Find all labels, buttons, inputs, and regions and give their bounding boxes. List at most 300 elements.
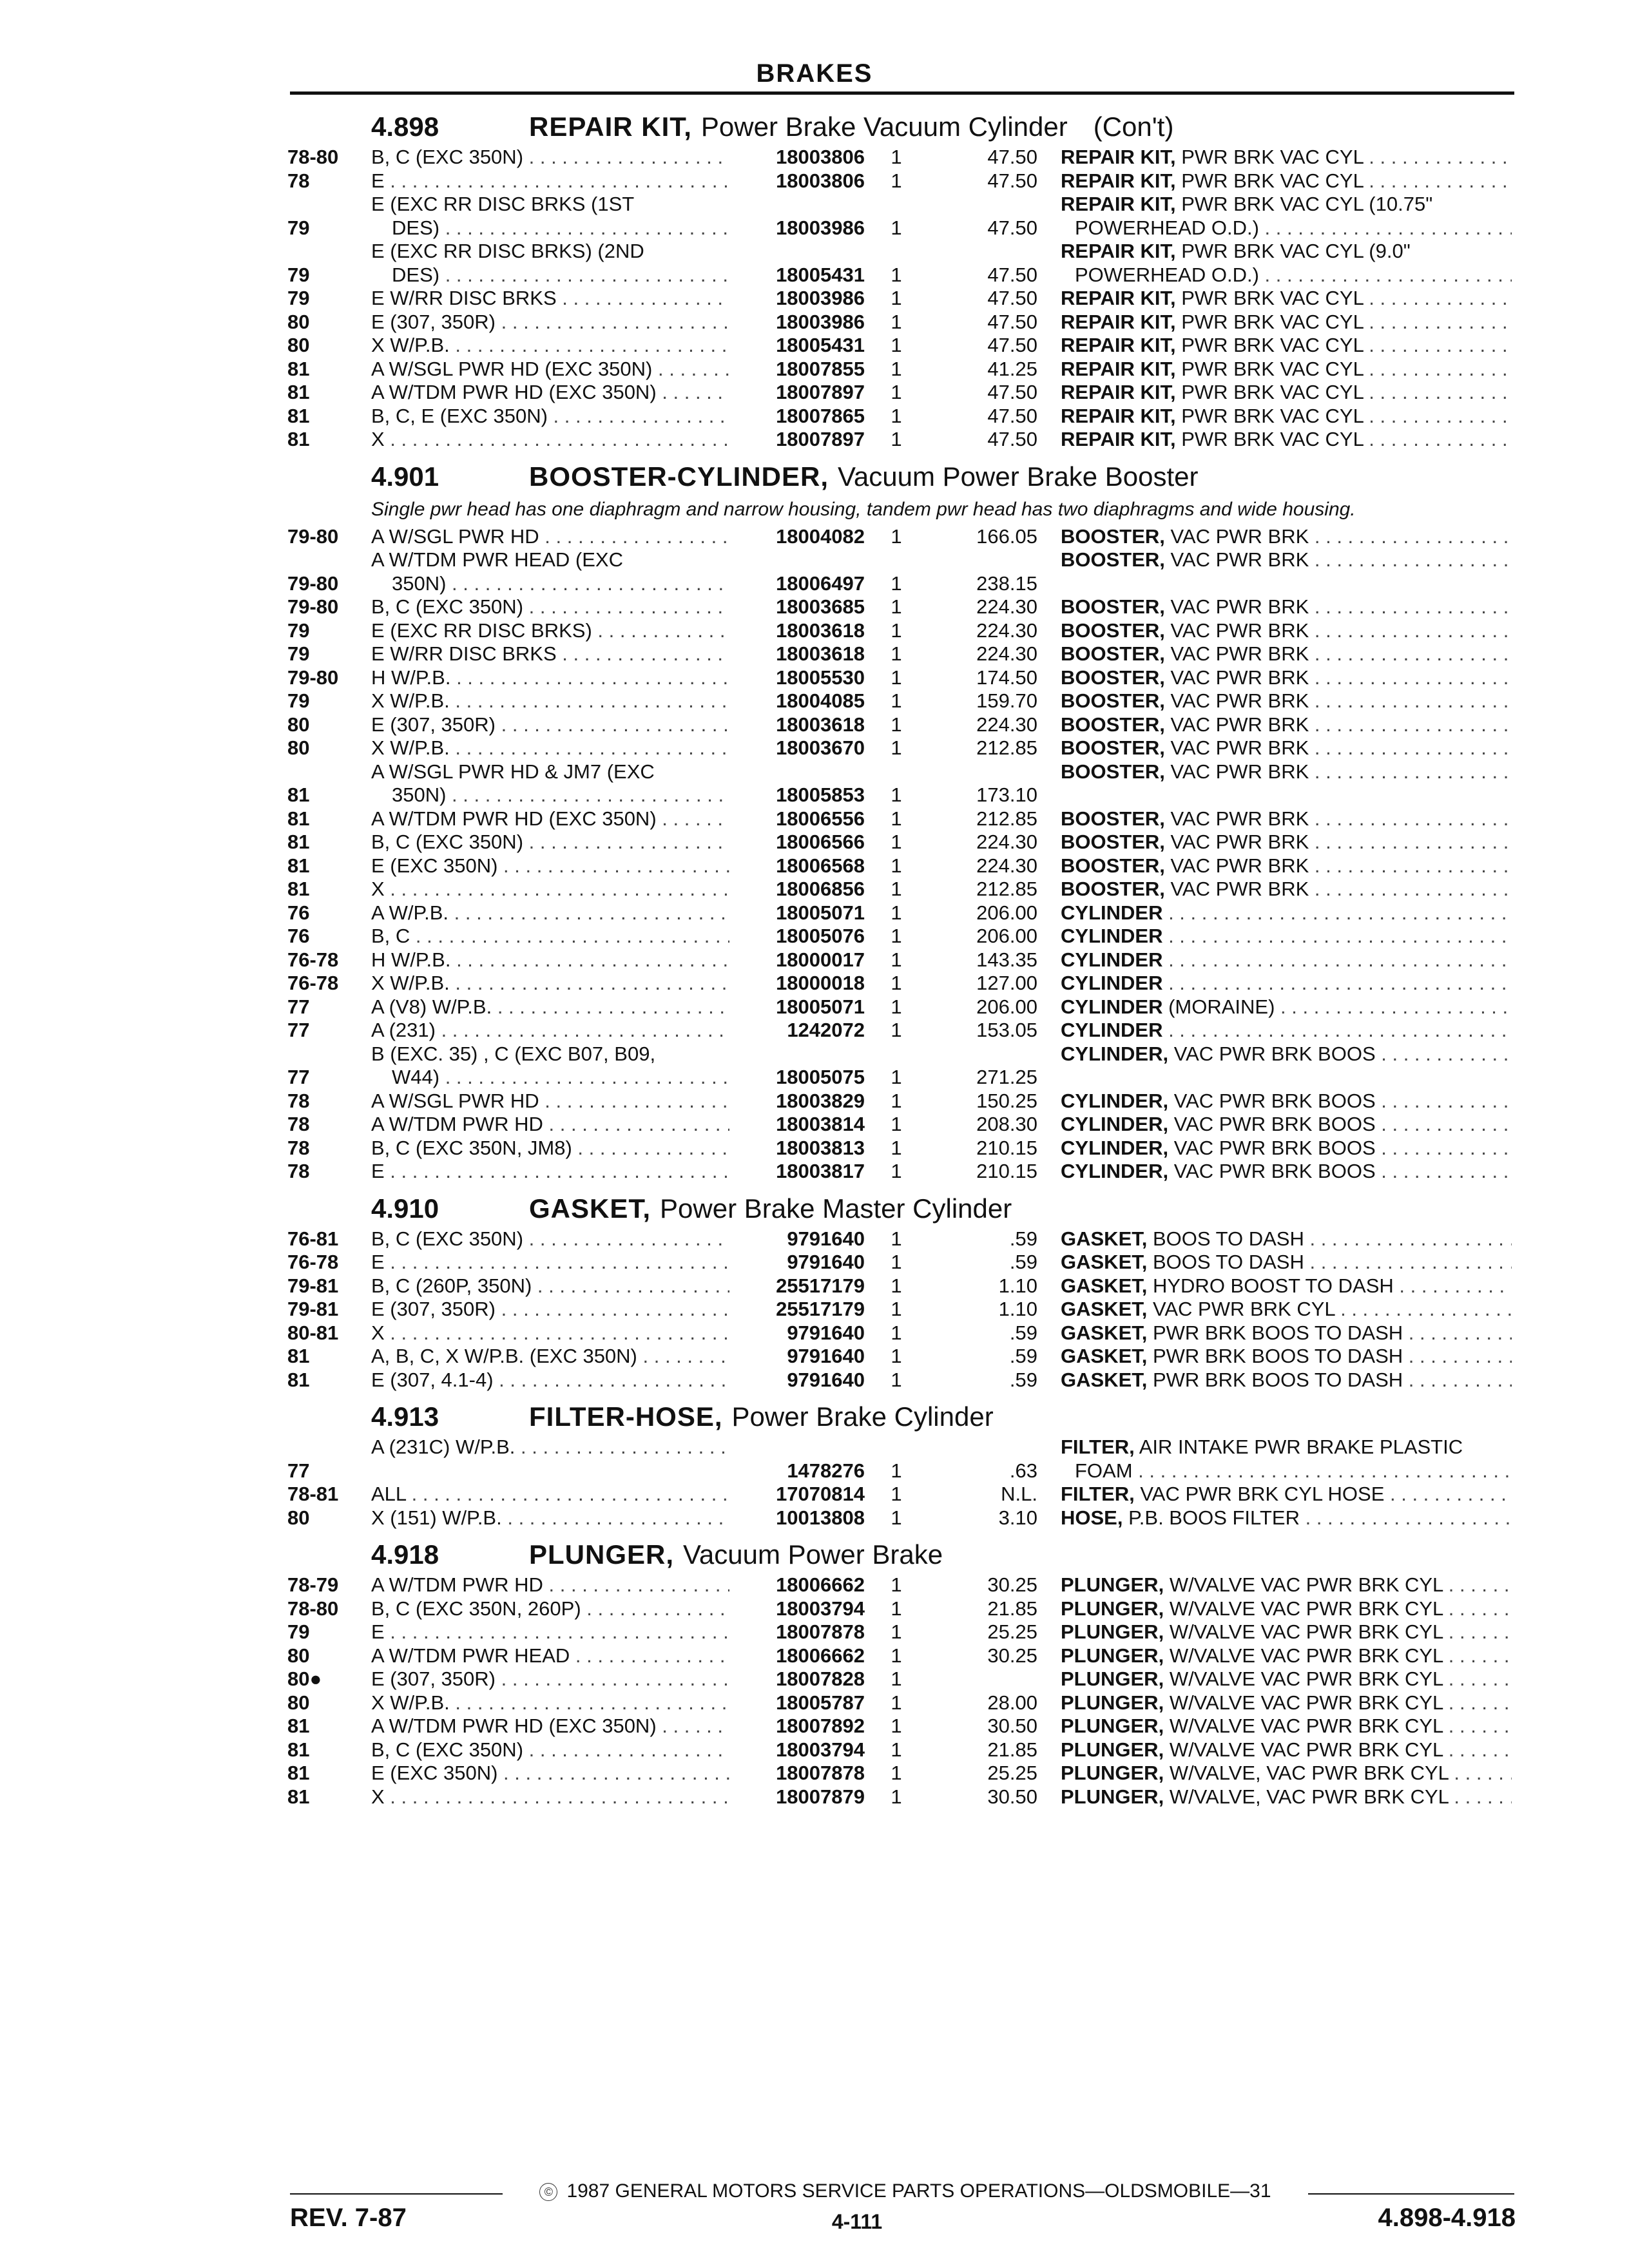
row-line	[287, 1436, 1518, 1459]
model-years	[287, 807, 368, 831]
model-years-text: 79	[287, 263, 310, 286]
model-years-text: 79-80	[287, 666, 339, 689]
part-noun: CYLINDER	[1061, 1019, 1163, 1041]
model-years-text: 76-78	[287, 972, 339, 994]
part-noun: BOOSTER,	[1061, 831, 1165, 853]
row-line	[287, 1715, 1518, 1738]
price: 41.25	[987, 357, 1037, 380]
part-noun: BOOSTER,	[1061, 854, 1165, 877]
table-row	[287, 1436, 1518, 1483]
table-row	[287, 925, 1518, 948]
table-row	[287, 1369, 1518, 1392]
part-number: 18006556	[776, 807, 865, 830]
model-years-text: 81	[287, 1738, 310, 1761]
copyright-icon: ©	[539, 2183, 557, 2201]
application: A (V8) W/P.B. . . .	[371, 995, 729, 1019]
quantity: 1	[891, 216, 902, 239]
row-line	[287, 548, 1518, 572]
model-years-text: 81	[287, 1345, 310, 1367]
part-number: 18006856	[776, 878, 865, 900]
part-description	[1061, 193, 1512, 216]
application: X W/P.B. . . .	[371, 689, 729, 713]
model-years-text: 79-81	[287, 1274, 339, 1297]
part-noun: CYLINDER,	[1061, 1136, 1169, 1159]
row-line	[287, 642, 1518, 666]
part-number: 9791640	[787, 1321, 865, 1344]
price: 206.00	[976, 901, 1037, 924]
part-number: 18003986	[776, 216, 865, 239]
part-description-text: FOAM	[1075, 1459, 1133, 1482]
part-description	[1061, 1113, 1512, 1137]
part-description	[1061, 1043, 1512, 1066]
part-number: 18005853	[776, 783, 865, 806]
model-years-text: 79	[287, 1620, 310, 1643]
part-description	[1061, 1738, 1512, 1762]
model-years-text: 79-80	[287, 524, 339, 548]
part-description-text: BOOS TO DASH	[1152, 1251, 1304, 1273]
model-years-text: 81	[287, 831, 310, 853]
part-number: 18003794	[776, 1597, 865, 1620]
application: B, C (EXC 350N, 260P) . . .	[371, 1597, 729, 1621]
price: 47.50	[987, 428, 1037, 450]
part-description	[1061, 1644, 1512, 1668]
model-years-text: 76	[287, 925, 310, 947]
part-noun: PLUNGER,	[1061, 1644, 1164, 1667]
model-years-text: 78	[287, 169, 310, 192]
part-description-text: P.B. BOOS FILTER	[1128, 1506, 1300, 1529]
part-description	[1061, 948, 1512, 972]
part-number: 18003986	[776, 310, 865, 333]
part-description-text: (MORAINE)	[1168, 995, 1275, 1018]
quantity: 1	[891, 310, 902, 333]
row-line	[287, 1667, 1518, 1691]
price: 47.50	[987, 381, 1037, 403]
row-line	[287, 948, 1518, 972]
model-years-text: 77	[287, 995, 310, 1018]
quantity: 1	[891, 689, 902, 712]
model-years	[287, 736, 368, 760]
table-row	[287, 1137, 1518, 1160]
part-description	[1061, 1227, 1512, 1251]
table-row	[287, 1345, 1518, 1369]
application: B, C, E (EXC 350N) . . .	[371, 405, 729, 428]
part-noun: REPAIR KIT,	[1061, 404, 1176, 427]
section-description: Power Brake Vacuum Cylinder	[700, 111, 1068, 142]
quantity: 1	[891, 357, 902, 380]
row-line	[287, 287, 1518, 311]
part-number: 18003829	[776, 1089, 865, 1112]
part-description-text: VAC PWR BRK	[1170, 666, 1309, 689]
table-row	[287, 1597, 1518, 1621]
part-description-text: VAC PWR BRK	[1170, 595, 1309, 618]
part-description	[1061, 405, 1512, 428]
model-years	[287, 831, 368, 854]
footer-copyright	[509, 2180, 1302, 2202]
quantity: 1	[891, 1506, 902, 1529]
application: B, C (EXC 350N) . . .	[371, 146, 729, 169]
application: X (151) W/P.B. . . .	[371, 1506, 729, 1530]
part-number: 9791640	[787, 1251, 865, 1273]
part-description-text: W/VALVE, VAC PWR BRK CYL	[1169, 1762, 1449, 1784]
table-row	[287, 358, 1518, 381]
part-noun: PLUNGER,	[1061, 1597, 1164, 1620]
application: A W/TDM PWR HD . . .	[371, 1113, 729, 1137]
part-noun: CYLINDER,	[1061, 1113, 1169, 1135]
part-description	[1061, 1483, 1512, 1506]
application: A W/SGL PWR HD . . .	[371, 1090, 729, 1113]
part-number: 18005787	[776, 1691, 865, 1714]
model-years	[287, 1597, 368, 1621]
application: B, C (EXC 350N, JM8) . . .	[371, 1137, 729, 1160]
part-noun: BOOSTER,	[1061, 619, 1165, 642]
model-years	[287, 405, 368, 428]
price: 224.30	[976, 831, 1037, 853]
row-line	[287, 1019, 1518, 1043]
price: 271.25	[976, 1066, 1037, 1088]
part-description	[1061, 1785, 1512, 1809]
model-years-text: 81	[287, 1368, 310, 1391]
row-line	[287, 1620, 1518, 1644]
section-header	[287, 1536, 1518, 1573]
quantity: 1	[891, 854, 902, 877]
part-description-text: PWR BRK BOOS TO DASH	[1152, 1345, 1403, 1367]
table-row	[287, 405, 1518, 428]
application: X . . .	[371, 1321, 729, 1345]
part-number: 1242072	[787, 1019, 865, 1041]
model-years-text: 79-80	[287, 595, 339, 618]
part-noun: FILTER,	[1061, 1436, 1135, 1458]
part-description	[1061, 1345, 1512, 1369]
part-noun: REPAIR KIT,	[1061, 334, 1176, 356]
part-description	[1061, 1620, 1512, 1644]
part-description-text: VAC PWR BRK	[1170, 548, 1309, 571]
model-years	[287, 1251, 368, 1274]
price: 224.30	[976, 619, 1037, 642]
row-line	[287, 428, 1518, 452]
part-description	[1061, 760, 1512, 784]
model-years	[287, 995, 368, 1019]
row-line	[287, 736, 1518, 760]
part-number: 1478276	[787, 1459, 865, 1482]
application: E . . .	[371, 1160, 729, 1184]
table-row	[287, 1483, 1518, 1506]
table-row	[287, 948, 1518, 972]
model-years	[287, 381, 368, 405]
application: E (307, 350R) . . .	[371, 1298, 729, 1321]
part-noun: REPAIR KIT,	[1061, 357, 1176, 380]
model-years	[287, 1459, 368, 1483]
part-description-text: PWR BRK VAC CYL	[1181, 310, 1364, 333]
model-years-text: 80	[287, 736, 310, 759]
row-line	[287, 901, 1518, 925]
section-description: Power Brake Master Cylinder	[660, 1193, 1012, 1224]
model-years	[287, 1483, 368, 1506]
part-description	[1061, 901, 1512, 925]
table-row	[287, 972, 1518, 995]
model-years	[287, 1644, 368, 1668]
part-noun: CYLINDER,	[1061, 1042, 1169, 1065]
model-years-text: 81	[287, 783, 310, 806]
part-description	[1061, 736, 1512, 760]
model-years	[287, 1160, 368, 1184]
part-description	[1061, 831, 1512, 854]
table-row	[287, 760, 1518, 807]
part-description	[1061, 995, 1512, 1019]
part-number: 18006497	[776, 572, 865, 595]
part-description-text: VAC PWR BRK	[1170, 713, 1309, 736]
application: A W/P.B. . . .	[371, 901, 729, 925]
model-years-text: 80	[287, 310, 310, 333]
model-years-text: 81	[287, 807, 310, 830]
model-years-text: 76-81	[287, 1227, 339, 1250]
price: .59	[1009, 1368, 1037, 1391]
application: E . . .	[371, 1620, 729, 1644]
part-description-text: W/VALVE VAC PWR BRK CYL	[1169, 1738, 1443, 1761]
model-years-text: 81	[287, 1785, 310, 1808]
part-number: 18005431	[776, 334, 865, 356]
application: E (EXC RR DISC BRKS) . . .	[371, 619, 729, 643]
table-row	[287, 525, 1518, 549]
part-number: 18005075	[776, 1066, 865, 1088]
application: E (EXC 350N) . . .	[371, 1762, 729, 1785]
part-noun: GASKET,	[1061, 1345, 1148, 1367]
table-row	[287, 1573, 1518, 1597]
quantity: 1	[891, 1762, 902, 1784]
model-years	[287, 1137, 368, 1160]
row-line	[287, 1459, 1518, 1483]
model-years-text: 80	[287, 1667, 310, 1690]
table-row	[287, 995, 1518, 1019]
part-description-text: W/VALVE VAC PWR BRK CYL	[1169, 1667, 1443, 1690]
row-line	[287, 1691, 1518, 1715]
model-years-text: 81	[287, 1762, 310, 1784]
quantity: 1	[891, 1321, 902, 1344]
part-noun: PLUNGER,	[1061, 1573, 1164, 1596]
part-description	[1061, 807, 1512, 831]
application: A W/SGL PWR HD & JM7 (EXC	[371, 760, 655, 783]
part-description	[1061, 1667, 1512, 1691]
row-line	[287, 1251, 1518, 1274]
application: B, C (EXC 350N) . . .	[371, 595, 729, 619]
quantity: 1	[891, 1345, 902, 1367]
table-row	[287, 666, 1518, 690]
price: 25.25	[987, 1620, 1037, 1643]
quantity: 1	[891, 169, 902, 192]
part-description	[1061, 713, 1512, 737]
model-years	[287, 1321, 368, 1345]
section-header	[287, 1190, 1518, 1227]
part-number: 18003685	[776, 595, 865, 618]
row-line	[287, 1321, 1518, 1345]
section-note: Single pwr head has one diaphragm and narrow housing, tandem pwr head has two diaphragms and wide housing.	[371, 498, 1356, 520]
part-noun: HOSE,	[1061, 1506, 1123, 1529]
part-number: 18005071	[776, 901, 865, 924]
part-number: 18003618	[776, 713, 865, 736]
part-description-text: VAC PWR BRK	[1170, 736, 1309, 759]
application: A W/TDM PWR HD . . .	[371, 1573, 729, 1597]
table-row	[287, 595, 1518, 619]
price: 30.50	[987, 1785, 1037, 1808]
table-row	[287, 689, 1518, 713]
application: B, C . . .	[371, 925, 729, 948]
part-number: 18007865	[776, 404, 865, 427]
row-line	[287, 1369, 1518, 1392]
row-line	[287, 1506, 1518, 1530]
model-years	[287, 428, 368, 452]
part-number: 18004085	[776, 689, 865, 712]
quantity: 1	[891, 1483, 902, 1505]
model-years-text: 76	[287, 901, 310, 924]
part-noun: REPAIR KIT,	[1061, 381, 1176, 403]
part-description-text: VAC PWR BRK	[1170, 760, 1309, 783]
section-number: 4.898	[371, 111, 439, 142]
quantity: 1	[891, 713, 902, 736]
table-row	[287, 1251, 1518, 1274]
table-row	[287, 334, 1518, 358]
application: E (307, 350R) . . .	[371, 713, 729, 737]
part-noun: BOOSTER,	[1061, 760, 1165, 783]
row-line	[287, 1043, 1518, 1066]
quantity: 1	[891, 666, 902, 689]
quantity: 1	[891, 642, 902, 665]
quantity: 1	[891, 334, 902, 356]
part-description	[1061, 619, 1512, 643]
section-description: Power Brake Cylinder	[731, 1401, 994, 1432]
model-years	[287, 666, 368, 690]
model-years-text: 78-79	[287, 1573, 339, 1596]
part-noun: BOOSTER,	[1061, 666, 1165, 689]
row-line	[287, 1644, 1518, 1668]
model-years	[287, 689, 368, 713]
quantity: 1	[891, 995, 902, 1018]
part-noun: BOOSTER,	[1061, 878, 1165, 900]
application: A W/TDM PWR HD (EXC 350N) . . .	[371, 807, 729, 831]
part-noun: CYLINDER,	[1061, 1160, 1169, 1182]
part-description-text: PWR BRK VAC CYL (10.75"	[1181, 193, 1433, 215]
application: DES) . . .	[392, 216, 729, 240]
price: 25.25	[987, 1762, 1037, 1784]
price: 30.25	[987, 1573, 1037, 1596]
part-description	[1061, 287, 1512, 311]
part-description-text: VAC PWR BRK CYL HOSE	[1140, 1483, 1385, 1505]
part-noun: GASKET,	[1061, 1298, 1148, 1320]
row-line	[287, 689, 1518, 713]
quantity: 1	[891, 381, 902, 403]
quantity: 1	[891, 972, 902, 994]
model-years	[287, 1345, 368, 1369]
row-line	[287, 1090, 1518, 1113]
model-years	[287, 1506, 368, 1530]
quantity: 1	[891, 524, 902, 548]
page-number: 4-111	[831, 2210, 883, 2233]
part-noun: CYLINDER	[1061, 995, 1163, 1018]
part-number: 18004082	[776, 524, 865, 548]
table-row	[287, 1691, 1518, 1715]
part-number: 18005076	[776, 925, 865, 947]
quantity: 1	[891, 1066, 902, 1088]
part-noun: PLUNGER,	[1061, 1738, 1164, 1761]
application: A W/SGL PWR HD . . .	[371, 525, 729, 549]
part-description	[1061, 1506, 1512, 1530]
part-description-text: PWR BRK VAC CYL	[1181, 381, 1364, 403]
application: A W/TDM PWR HEAD (EXC	[371, 548, 623, 571]
model-years	[287, 1691, 368, 1715]
application: X . . .	[371, 878, 729, 901]
model-years-text: 79	[287, 689, 310, 712]
price: 47.50	[987, 310, 1037, 333]
model-years	[287, 619, 368, 643]
table-row	[287, 1738, 1518, 1762]
part-number: 18003806	[776, 146, 865, 168]
model-years-text: 78-81	[287, 1483, 339, 1505]
part-description-text: W/VALVE VAC PWR BRK CYL	[1169, 1573, 1443, 1596]
new-item-bullet: ●	[309, 1667, 322, 1690]
row-line	[287, 1274, 1518, 1298]
part-description	[1061, 1369, 1512, 1392]
row-line	[287, 240, 1518, 264]
application: X W/P.B. . . .	[371, 736, 729, 760]
application: W44) . . .	[392, 1066, 729, 1090]
section-number: 4.901	[371, 461, 439, 492]
quantity: 1	[891, 1715, 902, 1737]
application: B (EXC. 35) , C (EXC B07, B09,	[371, 1042, 656, 1065]
part-noun: REPAIR KIT,	[1061, 287, 1176, 309]
application: A W/TDM PWR HEAD . . .	[371, 1644, 729, 1668]
part-description-text: VAC PWR BRK	[1170, 854, 1309, 877]
price: 47.50	[987, 287, 1037, 309]
quantity: 1	[891, 925, 902, 947]
part-noun: BOOSTER,	[1061, 642, 1165, 665]
table-row	[287, 1274, 1518, 1298]
part-description-text: VAC PWR BRK	[1170, 878, 1309, 900]
top-rule	[290, 91, 1514, 95]
quantity: 1	[891, 263, 902, 286]
model-years	[287, 1019, 368, 1043]
price: 47.50	[987, 146, 1037, 168]
part-noun: GASKET,	[1061, 1321, 1148, 1344]
model-years	[287, 901, 368, 925]
application: A, B, C, X W/P.B. (EXC 350N) . . .	[371, 1345, 729, 1369]
section-range: 4.898-4.918	[1378, 2204, 1516, 2232]
application: 350N) . . .	[392, 572, 729, 596]
row-line	[287, 831, 1518, 854]
model-years-text: 79	[287, 619, 310, 642]
price: 153.05	[976, 1019, 1037, 1041]
row-line	[287, 1160, 1518, 1184]
quantity: 1	[891, 1274, 902, 1297]
model-years	[287, 878, 368, 901]
price: 47.50	[987, 263, 1037, 286]
part-description-text: PWR BRK BOOS TO DASH	[1152, 1368, 1403, 1391]
model-years	[287, 972, 368, 995]
application: E W/RR DISC BRKS . . .	[371, 287, 729, 311]
quantity: 1	[891, 901, 902, 924]
section-continued: (Con't)	[1093, 111, 1174, 142]
table-row	[287, 240, 1518, 287]
row-line	[287, 572, 1518, 596]
application: E W/RR DISC BRKS . . .	[371, 642, 729, 666]
part-description	[1061, 381, 1512, 405]
part-noun: GASKET,	[1061, 1251, 1148, 1273]
part-description	[1061, 1160, 1512, 1184]
section-number: 4.913	[371, 1401, 439, 1432]
part-description-text: VAC PWR BRK BOOS	[1173, 1089, 1376, 1112]
table-row	[287, 287, 1518, 311]
application: E . . .	[371, 169, 729, 193]
part-number: 18007897	[776, 428, 865, 450]
price: 224.30	[976, 642, 1037, 665]
part-description	[1061, 334, 1512, 358]
